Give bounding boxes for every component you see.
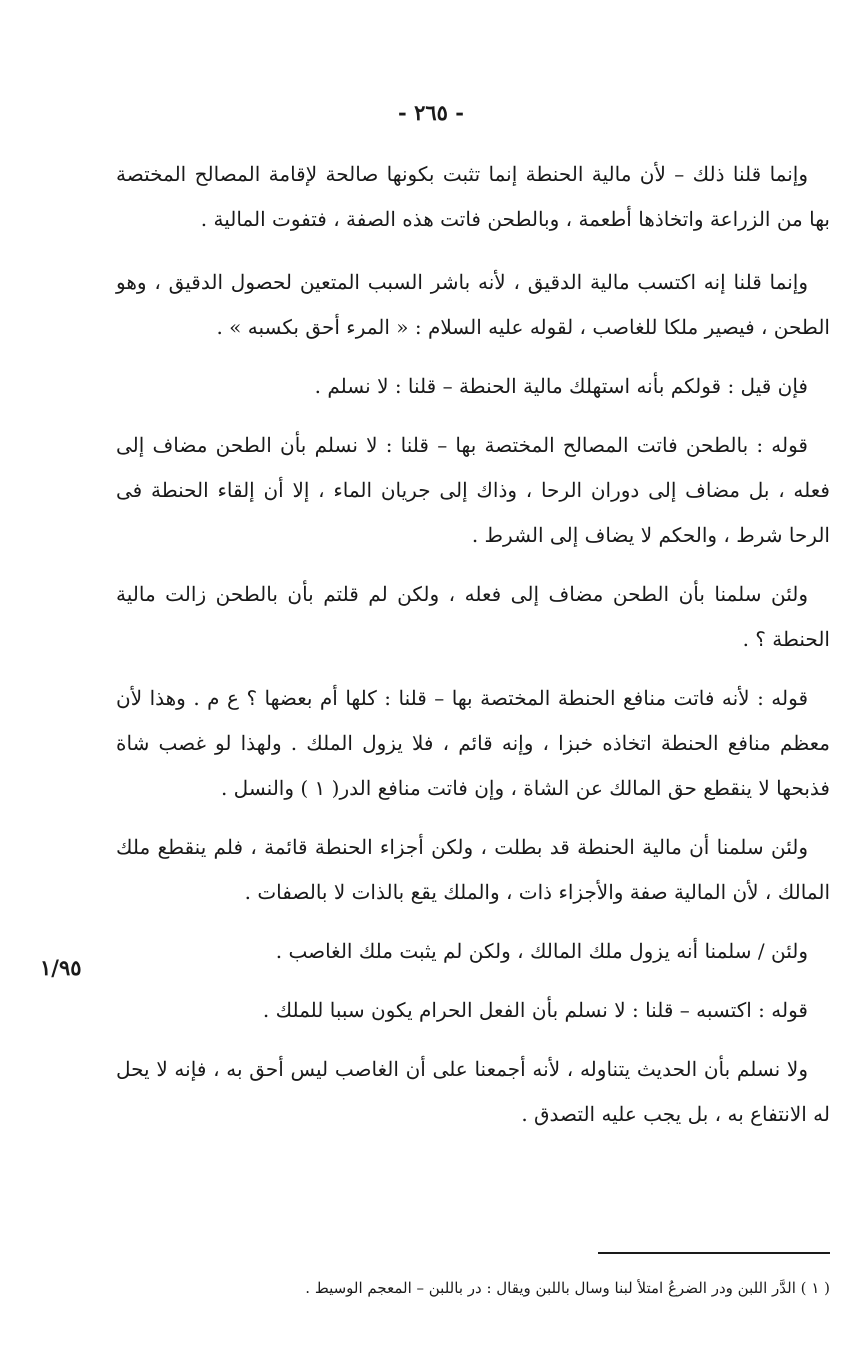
paragraph: ولا نسلم بأن الحديث يتناوله ، لأنه أجمعنا على أن الغاصب ليس أحق به ، فإنه لا يحل له الانتفاع به ، بل يجب عليه التصدق . (116, 1057, 830, 1126)
paragraph: قوله : بالطحن فاتت المصالح المختصة بها – قلنا : لا نسلم بأن الطحن مضاف إلى فعله ، بل مضاف إلى دوران الرحا ، وذاك إلى جريان الماء ، إلا أن إلقاء الحنطة فى الرحا شرط ، والحكم لا يضاف إلى الشرط . (116, 433, 830, 547)
paragraph: ولئن سلمنا بأن الطحن مضاف إلى فعله ، ولكن لم قلتم بأن بالطحن زالت مالية الحنطة ؟ . (116, 582, 830, 651)
paragraph: وإنما قلنا إنه اكتسب مالية الدقيق ، لأنه باشر السبب المتعين لحصول الدقيق ، وهو الطحن ، فيصير ملكا للغاصب ، لقوله عليه السلام : « المرء أحق بكسبه » . (116, 270, 830, 339)
footnote-separator (598, 1252, 830, 1254)
main-text (116, 152, 830, 1151)
margin-folio-note: ١/٩٥ (40, 955, 82, 980)
paragraph: ولئن / سلمنا أنه يزول ملك المالك ، ولكن لم يثبت ملك الغاصب . (275, 939, 808, 963)
paragraph: ولئن سلمنا أن مالية الحنطة قد بطلت ، ولكن أجزاء الحنطة قائمة ، فلم ينقطع ملك المالك ، لأن المالية صفة والأجزاء ذات ، والملك يقع بالذات لا بالصفات . (116, 835, 830, 904)
paragraph: قوله : اكتسبه – قلنا : لا نسلم بأن الفعل الحرام يكون سببا للملك . (262, 998, 808, 1022)
paragraph: قوله : لأنه فاتت منافع الحنطة المختصة بها – قلنا : كلها أم بعضها ؟ ع م . وهذا لأن معظم منافع الحنطة اتخاذه خبزا ، وإنه قائم ، فلا يزول الملك . ولهذا لو غصب شاة فذبحها لا ينقطع حق المالك عن الشاة ، وإن فاتت منافع الدر( ١ ) والنسل . (116, 686, 830, 800)
paragraph: وإنما قلنا ذلك – لأن مالية الحنطة إنما تثبت بكونها صالحة لإقامة المصالح المختصة بها من الزراعة واتخاذها أطعمة ، وبالطحن فاتت هذه الصفة ، فتفوت المالية . (116, 162, 830, 231)
paragraph: فإن قيل : قولكم بأنه استهلك مالية الحنطة – قلنا : لا نسلم . (314, 374, 808, 398)
page-number: - ٢٦٥ - (398, 100, 464, 125)
footnote: ( ١ ) الدَّر اللبن ودر الضرعُ امتلأ لبنا وسال باللبن ويقال : در باللبن – المعجم الوسيط . (305, 1279, 830, 1297)
